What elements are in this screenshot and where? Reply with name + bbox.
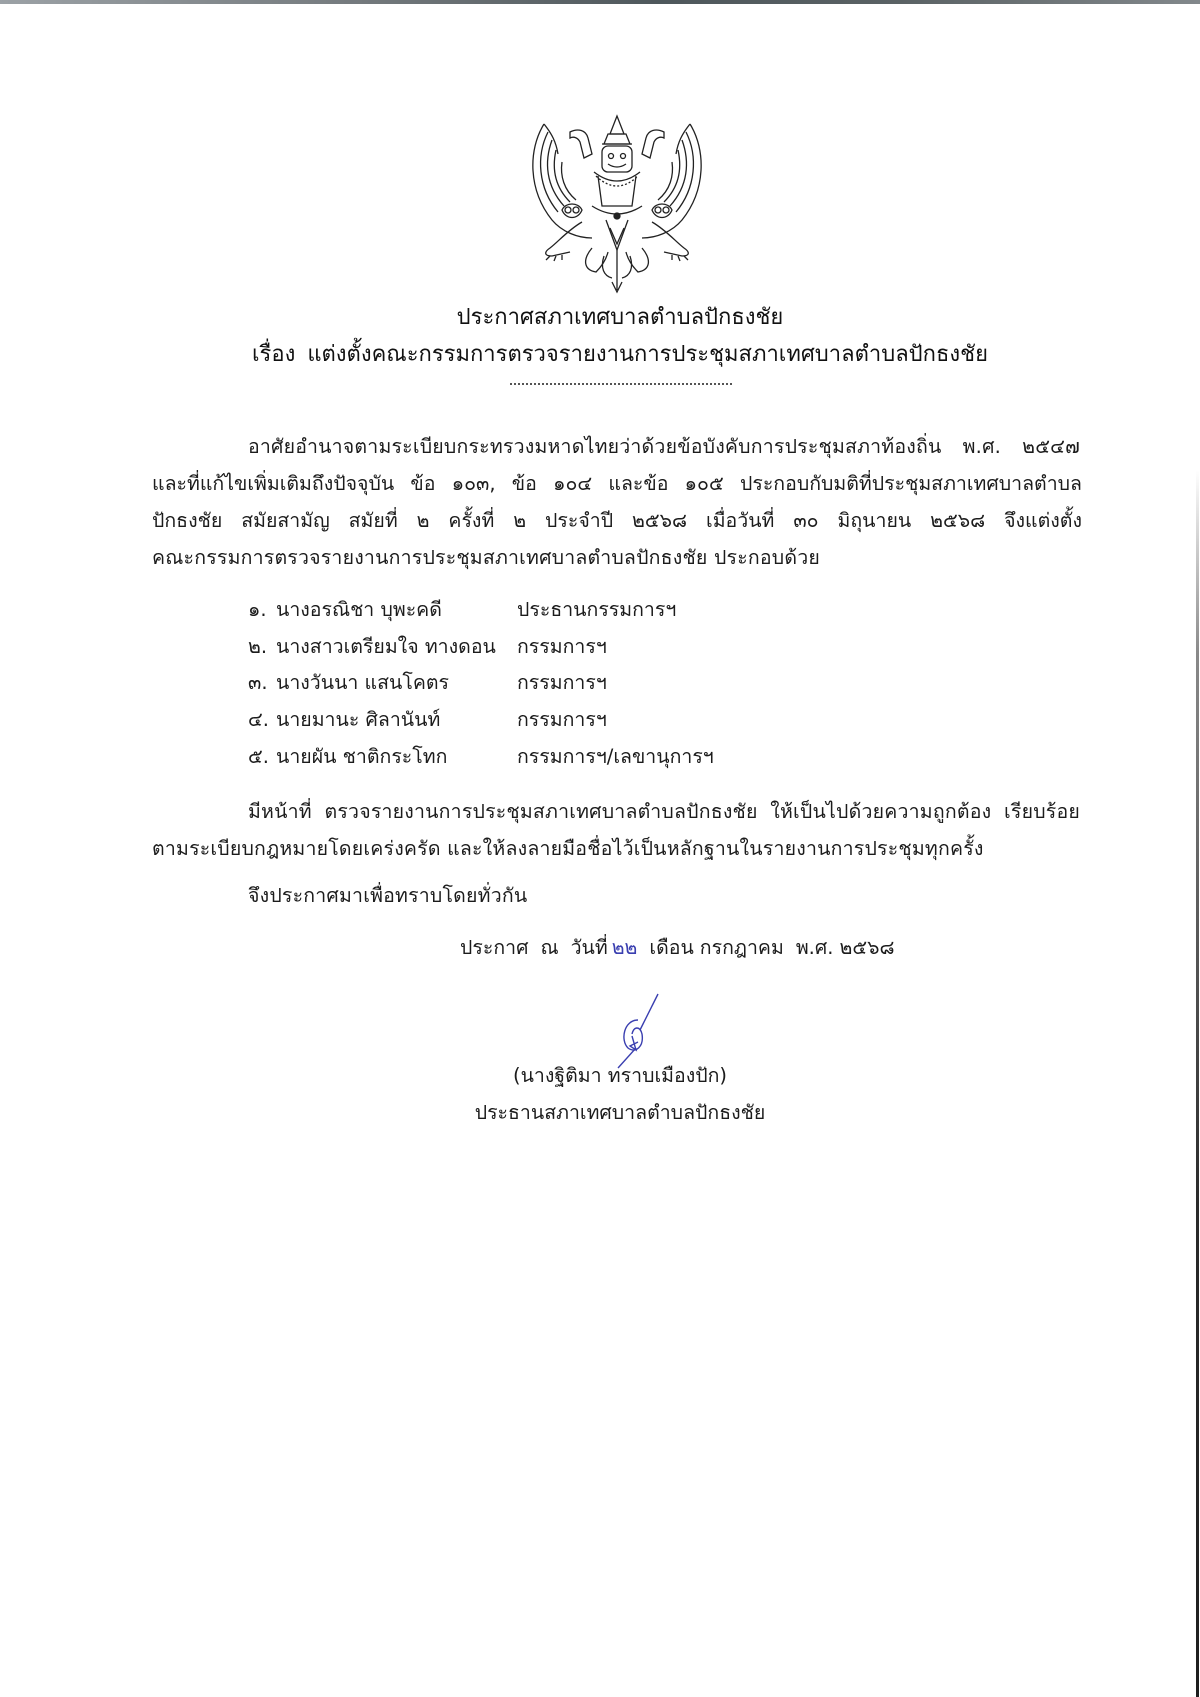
member-number: ๕. bbox=[248, 745, 269, 768]
month-label: เดือน bbox=[649, 936, 694, 959]
member-role: กรรมการฯ bbox=[517, 671, 607, 694]
dotted-separator bbox=[510, 383, 732, 385]
member-number: ๓. bbox=[248, 671, 268, 694]
committee-member bbox=[248, 597, 676, 623]
subject-text: แต่งตั้งคณะกรรมการตรวจรายงานการประชุมสภาเทศบาลตำบลปักธงชัย bbox=[307, 341, 988, 366]
committee-member bbox=[248, 707, 607, 733]
year-value: ๒๕๖๘ bbox=[839, 936, 895, 959]
date-at: ณ bbox=[540, 936, 559, 959]
member-name: นางอรณิชา บุพะคดี bbox=[276, 598, 442, 621]
paragraph1-line-1: อาศัยอำนาจตามระเบียบกระทรวงมหาดไทยว่าด้วยข้อบังคับการประชุมสภาท้องถิ่น พ.ศ. ๒๕๔๗ bbox=[248, 435, 1080, 458]
member-name: นายมานะ ศิลานันท์ bbox=[276, 708, 441, 731]
member-role: กรรมการฯ/เลขานุการฯ bbox=[517, 745, 714, 768]
year-label: พ.ศ. bbox=[795, 936, 834, 959]
paragraph2-line-2: ตามระเบียบกฎหมายโดยเคร่งครัด และให้ลงลายมือชื่อไว้เป็นหลักฐานในรายงานการประชุมทุกครั้ง bbox=[152, 837, 984, 860]
member-role: กรรมการฯ bbox=[517, 635, 607, 658]
announcement-date bbox=[460, 932, 907, 963]
member-number: ๒. bbox=[248, 635, 268, 658]
committee-member bbox=[248, 670, 607, 696]
subject-label: เรื่อง bbox=[252, 341, 296, 366]
paragraph2-line-1: มีหน้าที่ ตรวจรายงานการประชุมสภาเทศบาลตำบลปักธงชัย ให้เป็นไปด้วยความถูกต้อง เรียบร้อย bbox=[248, 800, 1080, 823]
paragraph1-line-2: และที่แก้ไขเพิ่มเติมถึงปัจจุบัน ข้อ ๑๐๓, ข้อ ๑๐๔ และข้อ ๑๐๕ ประกอบกับมติที่ประชุมสภาเทศบาลตำบล bbox=[152, 472, 1082, 495]
member-role: ประธานกรรมการฯ bbox=[517, 598, 677, 621]
signatory-name: (นางฐิติมา ทราบเมืองปัก) bbox=[512, 1064, 728, 1087]
member-name: นางวันนา แสนโคตร bbox=[276, 671, 450, 694]
member-number: ๑. bbox=[248, 598, 267, 621]
garuda-emblem-icon bbox=[522, 110, 712, 294]
member-number: ๔. bbox=[248, 708, 269, 731]
day-label: วันที่ bbox=[570, 936, 608, 959]
title-text: ประกาศสภาเทศบาลตำบลปักธงชัย bbox=[456, 304, 784, 329]
committee-member bbox=[248, 744, 714, 770]
member-name: นางสาวเตรียมใจ ทางดอน bbox=[276, 635, 496, 658]
month-value: กรกฎาคม bbox=[699, 936, 784, 959]
handwritten-signature-icon bbox=[610, 990, 670, 1070]
member-name: นายผัน ชาติกระโทก bbox=[276, 745, 448, 768]
announcement-title bbox=[0, 299, 1200, 334]
signatory-title: ประธานสภาเทศบาลตำบลปักธงชัย bbox=[474, 1101, 766, 1124]
day-value: ๒๒ bbox=[611, 936, 638, 959]
paragraph1-line-3: ปักธงชัย สมัยสามัญ สมัยที่ ๒ ครั้งที่ ๒ ประจำปี ๒๕๖๘ เมื่อวันที่ ๓๐ มิถุนายน ๒๕๖๘ จึงแต่งตั้ง bbox=[152, 509, 1082, 532]
committee-member bbox=[248, 634, 607, 660]
date-prefix: ประกาศ bbox=[460, 936, 529, 959]
announcement-subject bbox=[0, 336, 1200, 371]
member-role: กรรมการฯ bbox=[517, 708, 607, 731]
scan-edge-top bbox=[0, 0, 1200, 4]
closing-statement: จึงประกาศมาเพื่อทราบโดยทั่วกัน bbox=[248, 884, 528, 907]
paragraph1-line-4: คณะกรรมการตรวจรายงานการประชุมสภาเทศบาลตำบลปักธงชัย ประกอบด้วย bbox=[152, 546, 821, 569]
